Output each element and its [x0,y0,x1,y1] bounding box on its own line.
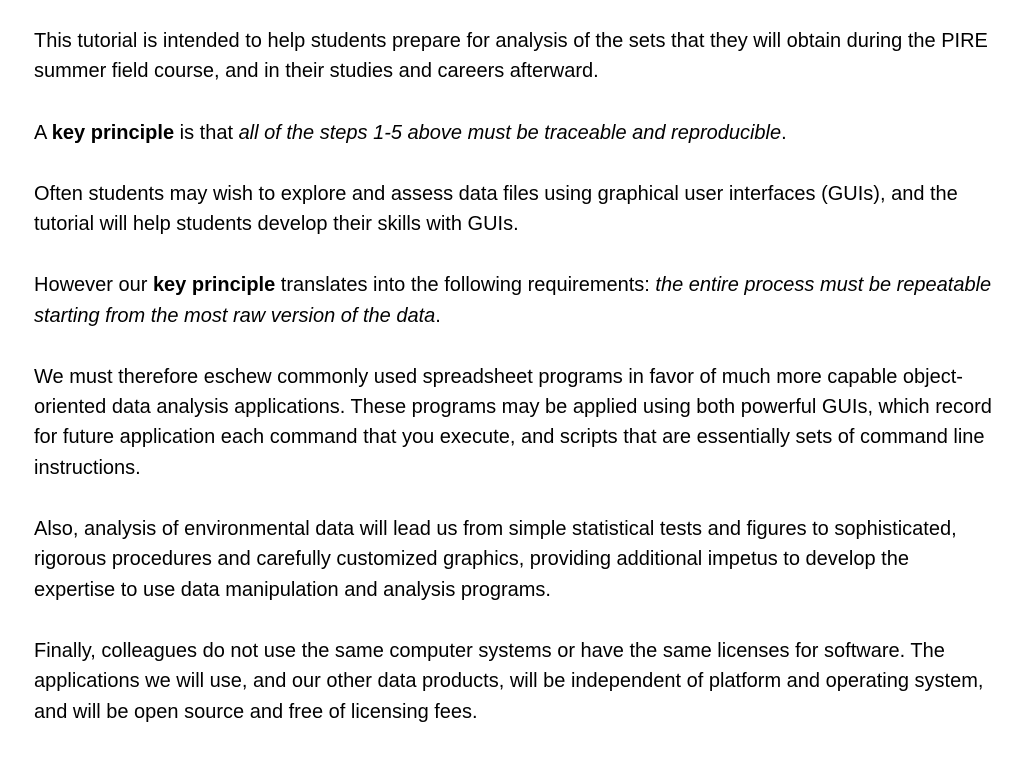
key-principle-bold: key principle [51,121,175,144]
slide-body [34,26,994,727]
paragraph-analysis [34,514,994,605]
paragraph-guis-text: Often students may wish to explore and assess data files using graphical user interfaces (GUIs), and the tutorial will help students develop their skills with GUIs. [34,182,958,235]
key-principle-lead: A [34,121,52,144]
requirements-bold: key principle [152,274,276,297]
requirements-mid: translates into the following requirements: [275,274,656,297]
paragraph-intro-text: This tutorial is intended to help students prepare for analysis of the sets that they will obtain during the PIRE summer field course, and in their studies and careers afterward. [34,30,988,83]
key-principle-italic: all of the steps 1-5 above must be traceable and reproducible [238,121,782,144]
paragraph-open-source [34,636,994,727]
paragraph-intro [34,26,994,87]
paragraph-analysis-text: Also, analysis of environmental data will lead us from simple statistical tests and figures to sophisticated, rigorous procedures and carefully customized graphics, providing additional impetus to develop the expertise to use data manipulation and analysis programs. [34,517,957,601]
paragraph-key-principle [34,118,994,148]
requirements-end: . [435,304,441,327]
paragraph-open-source-text: Finally, colleagues do not use the same computer systems or have the same licenses for software. The applications we will use, and our other data products, will be independent of platform and operating system, and will be open source and free of licensing fees. [34,639,984,723]
key-principle-end: . [781,121,787,144]
key-principle-mid: is that [174,121,239,144]
paragraph-guis [34,179,994,240]
paragraph-spreadsheets-text: We must therefore eschew commonly used spreadsheet programs in favor of much more capable object-oriented data analysis applications. These programs may be applied using both powerful GUIs, which record for future application each command that you execute, and scripts that are essentially sets of command line instructions. [34,365,992,479]
requirements-italic: the entire process must be repeatable starting from the most raw version of the data [34,274,992,327]
paragraph-spreadsheets [34,362,994,484]
paragraph-requirements [34,270,994,331]
requirements-lead: However our [34,274,153,297]
